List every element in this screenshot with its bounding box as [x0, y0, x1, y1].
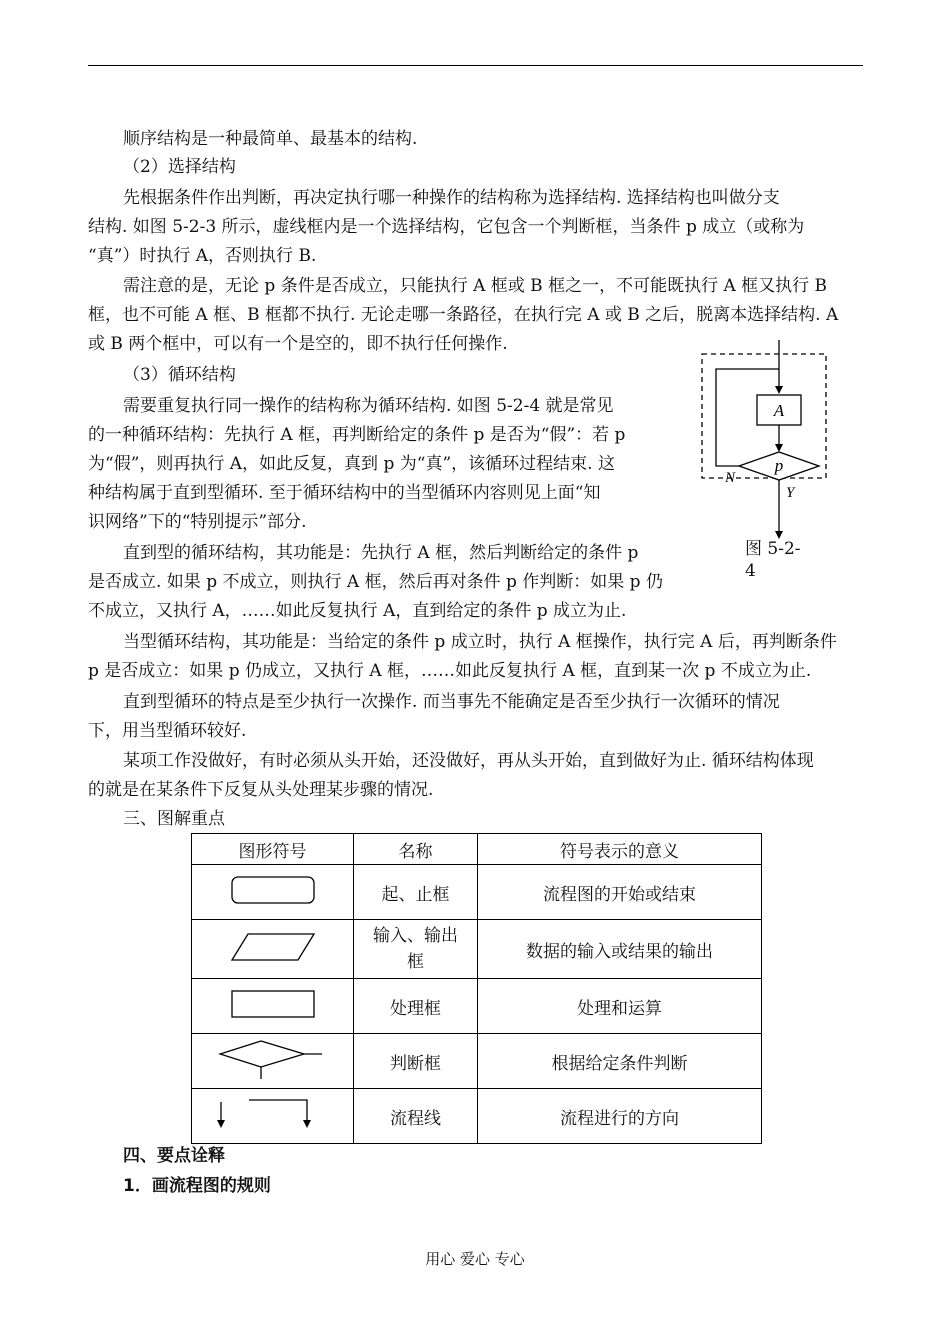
yes-branch-label: Y	[786, 485, 795, 501]
paragraph-selection-3: “真”）时执行 A，否则执行 B.	[88, 246, 317, 266]
figure-caption	[745, 538, 801, 582]
paragraph-loop-4: 种结构属于直到型循环. 至于循环结构中的当型循环内容则见上面“知	[88, 483, 601, 503]
paragraph-until-3: 不成立，又执行 A，……如此反复执行 A，直到给定的条件 p 成立为止.	[88, 601, 627, 621]
table-cell-meaning: 根据给定条件判断	[478, 1034, 762, 1089]
table-cell-shape	[192, 920, 354, 979]
table-header-row	[192, 834, 762, 865]
paragraph-note-1: 需注意的是，无论 p 条件是否成立，只能执行 A 框或 B 框之一，不可能既执行 A 框又执行 B	[123, 276, 828, 296]
heading-section4: 四、要点诠释	[123, 1146, 225, 1166]
parallelogram-icon	[228, 930, 318, 964]
table-row	[192, 979, 762, 1034]
loop-flowchart-figure	[700, 340, 830, 545]
paragraph-loop-5: 识网络”下的“特别提示”部分.	[88, 512, 307, 532]
table-cell-name: 流程线	[354, 1089, 478, 1144]
figure-caption-line1: 图 5-2-	[745, 539, 801, 559]
paragraph-selection-2: 结构. 如图 5-2-3 所示，虚线框内是一个选择结构，它包含一个判断框，当条件 p 成立（或称为	[88, 217, 805, 237]
table-row	[192, 1089, 762, 1144]
paragraph-example-1: 某项工作没做好，有时必须从头开始，还没做好，再从头开始，直到做好为止. 循环结构体现	[123, 751, 814, 771]
paragraph-sequence: 顺序结构是一种最简单、最基本的结构.	[123, 129, 418, 149]
flowchart-symbol-table	[191, 833, 762, 1144]
table-header-name: 名称	[354, 834, 478, 865]
paragraph-feature-2: 下，用当型循环较好.	[88, 721, 247, 741]
table-cell-shape	[192, 865, 354, 920]
table-row	[192, 1034, 762, 1089]
table-cell-meaning: 数据的输入或结果的输出	[478, 920, 762, 979]
table-cell-name: 处理框	[354, 979, 478, 1034]
table-cell-name: 判断框	[354, 1034, 478, 1089]
rect-icon	[228, 987, 318, 1021]
entry-arrow-icon	[775, 386, 783, 394]
table-cell-name	[354, 920, 478, 979]
table-cell-name-line1: 输入、输出	[373, 926, 458, 946]
no-branch-label: N	[725, 470, 736, 486]
table-cell-meaning: 处理和运算	[478, 979, 762, 1034]
table-cell-shape	[192, 979, 354, 1034]
flow-line-icon	[213, 1094, 333, 1134]
heading-selection: （2）选择结构	[123, 157, 236, 177]
diamond-icon	[218, 1037, 328, 1081]
paragraph-while-2: p 是否成立：如果 p 仍成立，又执行 A 框，……如此反复执行 A 框，直到某一次 p 不成立为止.	[88, 661, 812, 681]
paragraph-selection-1: 先根据条件作出判断，再决定执行哪一种操作的结构称为选择结构. 选择结构也叫做分支	[123, 188, 780, 208]
header-rule	[88, 65, 863, 66]
table-row	[192, 920, 762, 979]
table-cell-meaning: 流程图的开始或结束	[478, 865, 762, 920]
paragraph-loop-3: 为“假”，则再执行 A，如此反复，真到 p 为“真”，该循环过程结束. 这	[88, 454, 615, 474]
heading-rule1: 1．画流程图的规则	[123, 1176, 271, 1196]
paragraph-loop-1: 需要重复执行同一操作的结构称为循环结构. 如图 5-2-4 就是常见	[123, 396, 614, 416]
paragraph-until-1: 直到型的循环结构，其功能是：先执行 A 框，然后判断给定的条件 p	[123, 543, 639, 563]
rounded-rect-icon	[228, 873, 318, 907]
table-header-meaning: 符号表示的意义	[478, 834, 762, 865]
paragraph-example-2: 的就是在某条件下反复从头处理某步骤的情况.	[88, 780, 434, 800]
table-cell-name-line2: 框	[407, 952, 424, 972]
paragraph-loop-2: 的一种循环结构：先执行 A 框，再判断给定的条件 p 是否为“假”：若 p	[88, 425, 626, 445]
page-footer: 用心 爱心 专心	[425, 1250, 525, 1268]
heading-section3: 三、图解重点	[123, 809, 225, 829]
table-header-shape: 图形符号	[192, 834, 354, 865]
paragraph-note-3: 或 B 两个框中，可以有一个是空的，即不执行任何操作.	[88, 334, 508, 354]
table-cell-shape	[192, 1089, 354, 1144]
decision-label: p	[774, 456, 784, 475]
paragraph-feature-1: 直到型循环的特点是至少执行一次操作. 而当事先不能确定是否至少执行一次循环的情况	[123, 692, 780, 712]
paragraph-until-2: 是否成立. 如果 p 不成立，则执行 A 框，然后再对条件 p 作判断：如果 p 仍	[88, 572, 663, 592]
table-cell-meaning: 流程进行的方向	[478, 1089, 762, 1144]
paragraph-note-2: 框，也不可能 A 框、B 框都不执行. 无论走哪一条路径，在执行完 A 或 B 之后，脱离本选择结构. A	[88, 305, 839, 325]
heading-loop: （3）循环结构	[123, 365, 236, 385]
figure-caption-line2: 4	[745, 561, 756, 581]
table-row	[192, 865, 762, 920]
decision-arrow-icon	[775, 444, 783, 452]
process-box-label: A	[773, 401, 785, 420]
table-cell-name: 起、止框	[354, 865, 478, 920]
paragraph-while-1: 当型循环结构，其功能是：当给定的条件 p 成立时，执行 A 框操作，执行完 A 后，再判断条件	[123, 632, 837, 652]
table-cell-shape	[192, 1034, 354, 1089]
